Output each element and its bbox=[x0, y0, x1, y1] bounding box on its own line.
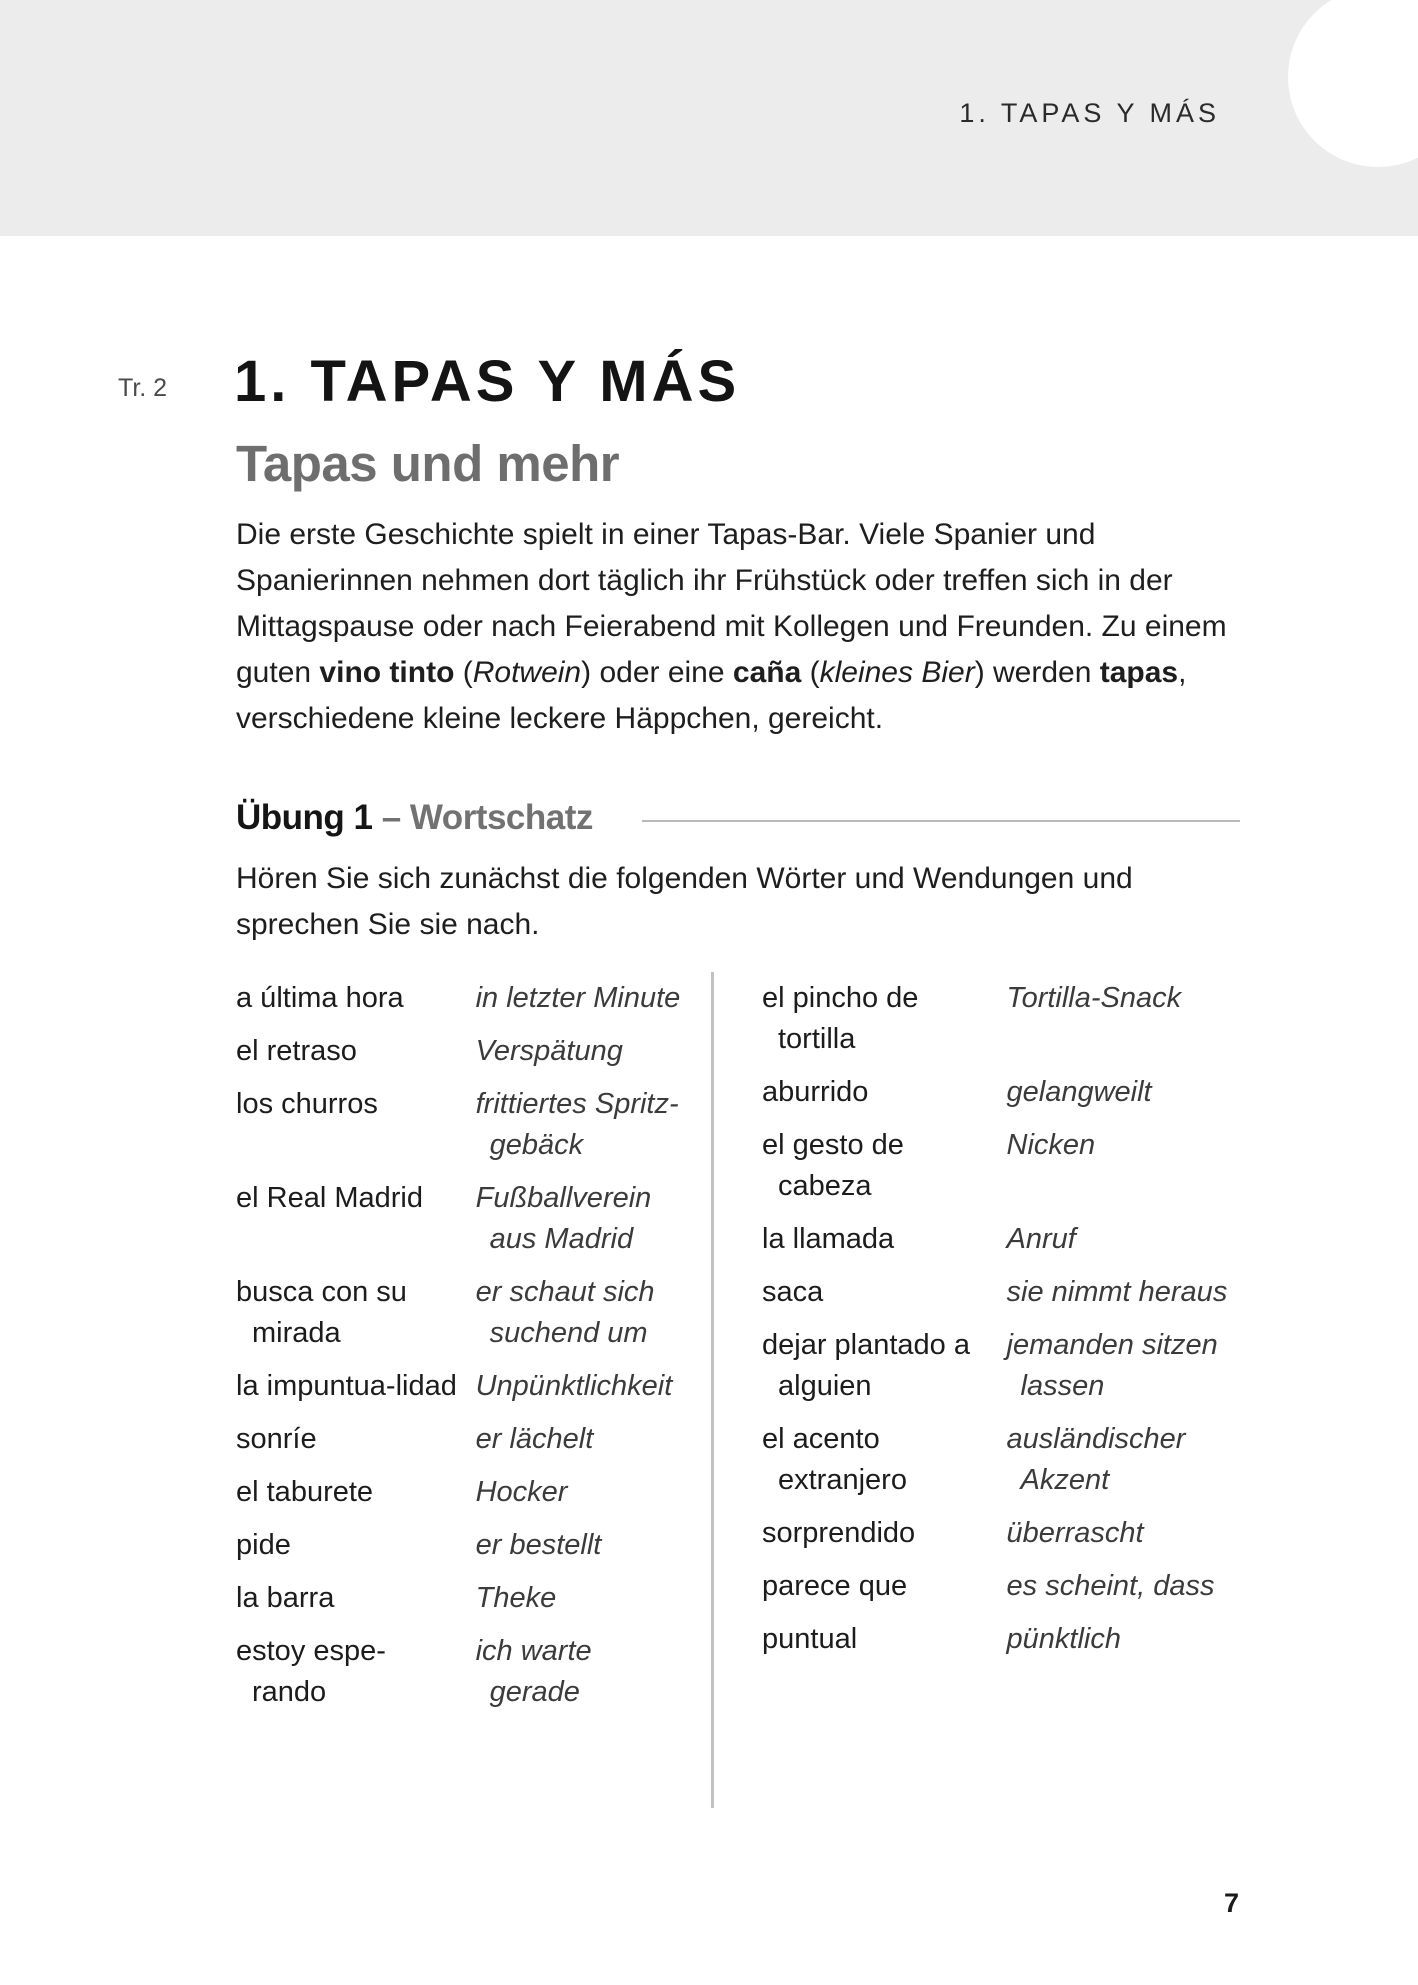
vocabulary-row bbox=[236, 1031, 686, 1072]
vocabulary-row bbox=[762, 1513, 1262, 1554]
vocabulary-row bbox=[762, 1219, 1262, 1260]
intro-text-run: , verschiedene kleine leckere Häppchen, gereicht. bbox=[236, 656, 1187, 735]
vocabulary-spanish-term: parece que bbox=[762, 1570, 908, 1602]
vocabulary-german-translation: in letzter Minute bbox=[475, 982, 681, 1014]
running-head: 1. TAPAS Y MÁS bbox=[959, 98, 1220, 128]
vocabulary-german-translation: es scheint, dass bbox=[1006, 1570, 1215, 1602]
intro-bold-term: tapas bbox=[1099, 656, 1179, 689]
intro-bold-term: vino tinto bbox=[319, 656, 455, 689]
intro-bold-term: caña bbox=[732, 656, 802, 689]
exercise-heading-rule bbox=[642, 820, 1240, 822]
vocabulary-row bbox=[236, 1366, 686, 1407]
vocabulary-row bbox=[236, 978, 686, 1019]
vocabulary-german-translation: pünktlich bbox=[1006, 1623, 1121, 1655]
vocabulary-row bbox=[236, 1525, 686, 1566]
exercise-label: Übung 1 bbox=[236, 798, 373, 837]
vocabulary-spanish-term: la impuntua-lidad bbox=[236, 1370, 457, 1402]
vocabulary-german-translation: er lächelt bbox=[475, 1423, 594, 1455]
vocabulary-spanish-term: puntual bbox=[762, 1623, 858, 1655]
vocabulary-spanish-term: aburrido bbox=[762, 1076, 869, 1108]
vocabulary-row bbox=[236, 1419, 686, 1460]
vocabulary-row bbox=[236, 1272, 686, 1354]
vocabulary-spanish-term: busca con su mirada bbox=[236, 1276, 407, 1349]
vocabulary-list-right bbox=[762, 978, 1262, 1672]
vocabulary-german-translation: er schaut sich suchend um bbox=[475, 1276, 655, 1349]
exercise-topic: Wortschatz bbox=[409, 798, 593, 837]
vocabulary-german-translation: Unpünktlichkeit bbox=[475, 1370, 673, 1402]
vocabulary-row bbox=[236, 1178, 686, 1260]
vocabulary-row bbox=[762, 1566, 1262, 1607]
vocabulary-german-translation: er bestellt bbox=[475, 1529, 602, 1561]
intro-italic-gloss: Rotwein bbox=[472, 656, 582, 689]
vocabulary-spanish-term: el taburete bbox=[236, 1476, 374, 1508]
vocabulary-spanish-term: la llamada bbox=[762, 1223, 895, 1255]
vocabulary-german-translation: gelangweilt bbox=[1006, 1076, 1152, 1108]
vocabulary-german-translation: überrascht bbox=[1006, 1517, 1144, 1549]
vocabulary-spanish-term: el gesto de cabeza bbox=[762, 1129, 904, 1202]
vocabulary-row bbox=[762, 1619, 1262, 1660]
vocabulary-row bbox=[762, 1325, 1262, 1407]
vocabulary-row bbox=[762, 1272, 1262, 1313]
intro-paragraph bbox=[236, 512, 1256, 742]
vocabulary-row bbox=[236, 1472, 686, 1513]
vocabulary-spanish-term: el pincho de tortilla bbox=[762, 982, 919, 1055]
vocabulary-german-translation: frittiertes Spritz-gebäck bbox=[475, 1088, 679, 1161]
vocabulary-spanish-term: la barra bbox=[236, 1582, 335, 1614]
vocabulary-spanish-term: estoy espe-rando bbox=[236, 1635, 386, 1708]
vocabulary-row bbox=[762, 1125, 1262, 1207]
vocabulary-spanish-term: pide bbox=[236, 1529, 291, 1561]
intro-text-run: Die erste Geschichte spielt in einer Tapas-Bar. Viele Spanier und Spanierinnen nehmen dort täglich ihr Frühstück oder treffen sich in der Mittagspause oder nach Feierabend mit Kollegen und Freunden. Zu einem guten bbox=[236, 518, 1227, 689]
chapter-title: 1. TAPAS Y MÁS bbox=[234, 349, 741, 414]
vocabulary-german-translation: Anruf bbox=[1006, 1223, 1076, 1255]
exercise-separator: – bbox=[372, 798, 410, 837]
intro-italic-gloss: kleines Bier bbox=[819, 656, 975, 689]
vocabulary-spanish-term: el Real Madrid bbox=[236, 1182, 423, 1214]
intro-text-run: ) werden bbox=[974, 656, 1100, 689]
vocabulary-spanish-term: sonríe bbox=[236, 1423, 317, 1455]
vocabulary-spanish-term: sorprendido bbox=[762, 1517, 916, 1549]
vocabulary-spanish-term: los churros bbox=[236, 1088, 378, 1120]
vocabulary-german-translation: Hocker bbox=[475, 1476, 568, 1508]
header-band bbox=[0, 0, 1418, 236]
intro-text-run: ( bbox=[801, 656, 820, 689]
exercise-heading bbox=[236, 798, 593, 838]
vocabulary-german-translation: Fußballverein aus Madrid bbox=[475, 1182, 652, 1255]
vocabulary-german-translation: Verspätung bbox=[475, 1035, 623, 1067]
chapter-subtitle: Tapas und mehr bbox=[236, 435, 620, 492]
vocabulary-spanish-term: saca bbox=[762, 1276, 824, 1308]
vocabulary-spanish-term: el acento extranjero bbox=[762, 1423, 907, 1496]
vocabulary-column-divider bbox=[711, 972, 714, 1808]
page-number: 7 bbox=[1224, 1888, 1240, 1918]
vocabulary-row bbox=[762, 1072, 1262, 1113]
vocabulary-row bbox=[762, 1419, 1262, 1501]
vocabulary-german-translation: jemanden sitzen lassen bbox=[1006, 1329, 1218, 1402]
vocabulary-spanish-term: dejar plantado a alguien bbox=[762, 1329, 970, 1402]
vocabulary-german-translation: ich warte gerade bbox=[475, 1635, 592, 1708]
vocabulary-german-translation: ausländischer Akzent bbox=[1006, 1423, 1186, 1496]
audio-track-label: Tr. 2 bbox=[118, 374, 168, 402]
vocabulary-row bbox=[236, 1084, 686, 1166]
vocabulary-german-translation: Theke bbox=[475, 1582, 557, 1614]
vocabulary-list-left bbox=[236, 978, 686, 1725]
vocabulary-row bbox=[236, 1578, 686, 1619]
intro-text-run: ) oder eine bbox=[581, 656, 733, 689]
vocabulary-german-translation: Nicken bbox=[1006, 1129, 1096, 1161]
vocabulary-row bbox=[236, 1631, 686, 1713]
vocabulary-spanish-term: a última hora bbox=[236, 982, 404, 1014]
vocabulary-german-translation: Tortilla-Snack bbox=[1006, 982, 1182, 1014]
vocabulary-row bbox=[762, 978, 1262, 1060]
intro-text-run: ( bbox=[454, 656, 473, 689]
vocabulary-german-translation: sie nimmt heraus bbox=[1006, 1276, 1228, 1308]
exercise-instruction: Hören Sie sich zunächst die folgenden Wörter und Wendungen und sprechen Sie sie nach. bbox=[236, 862, 1133, 941]
vocabulary-spanish-term: el retraso bbox=[236, 1035, 357, 1067]
header-circle-decoration bbox=[1288, 0, 1418, 167]
